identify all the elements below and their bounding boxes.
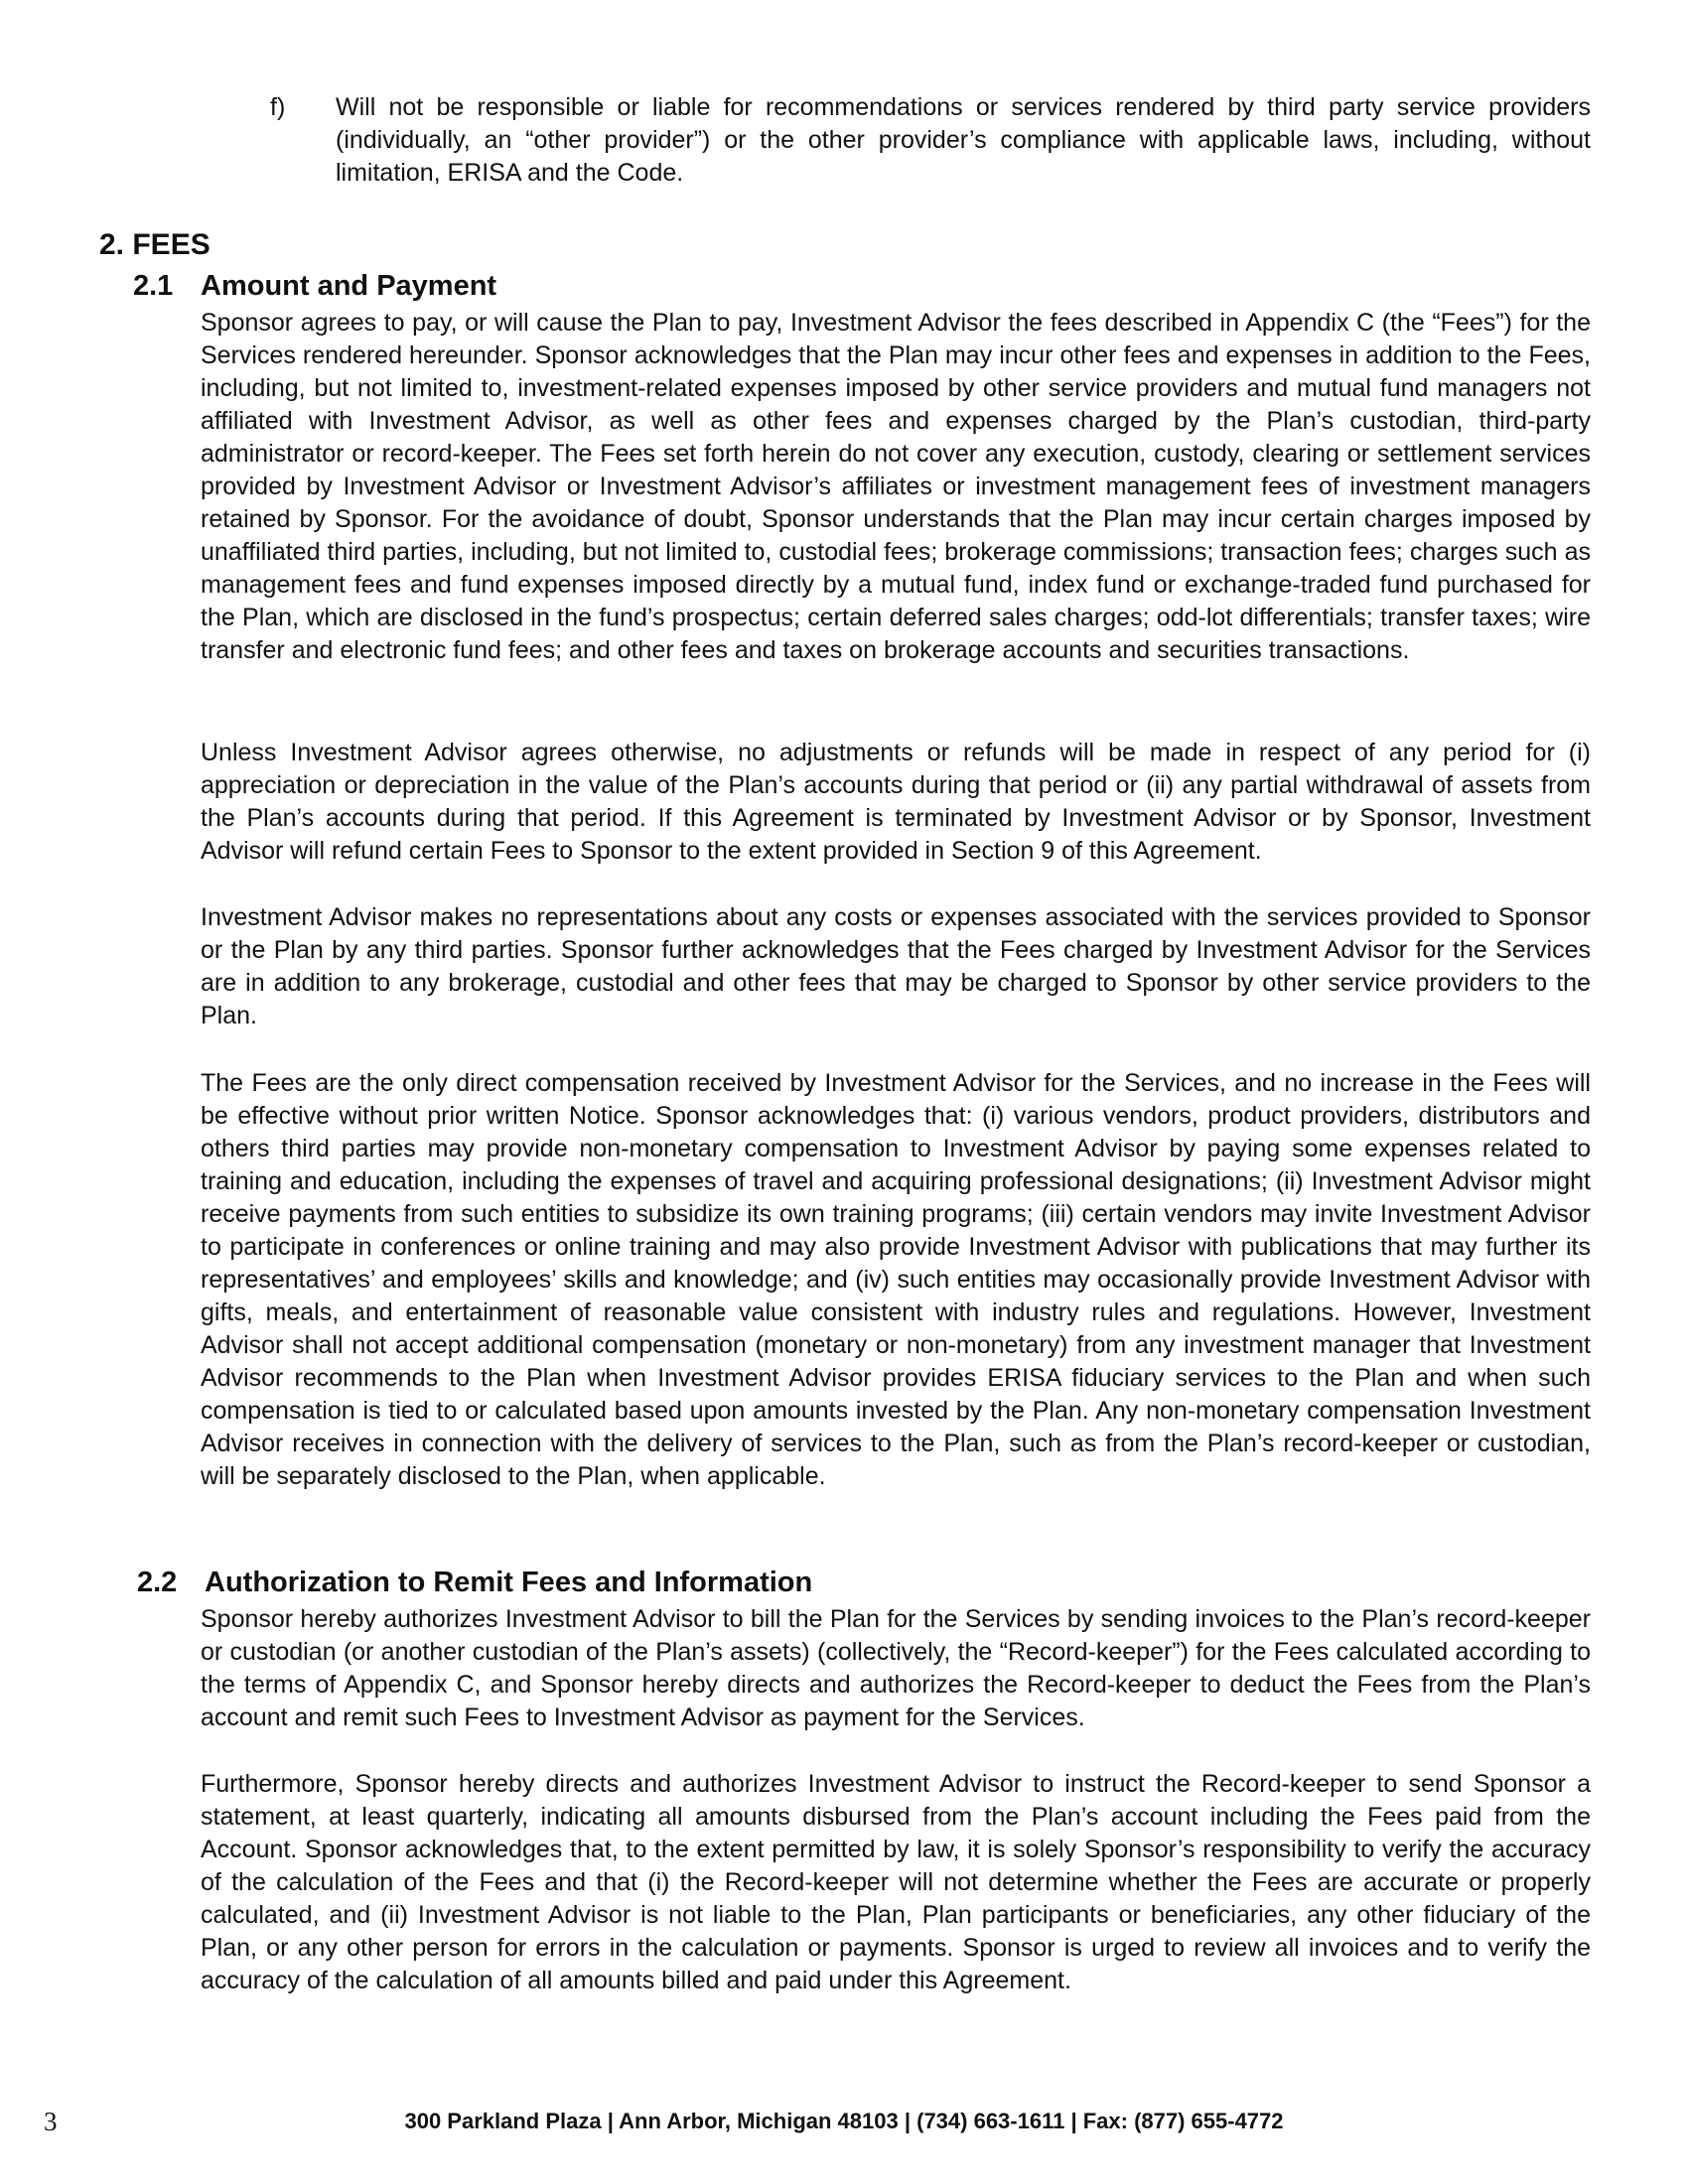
list-item-text: Will not be responsible or liable for recommendations or services rendered by third party service providers (individually, an “other provider”) or the other provider’s compliance with applicable laws, including, without limitation, ERISA and the Code. bbox=[336, 93, 1591, 187]
subsection-title: Amount and Payment bbox=[201, 270, 497, 302]
subsection-heading-2-2 bbox=[137, 1565, 812, 1600]
section-heading-fees: 2. FEES bbox=[99, 228, 211, 261]
paragraph: Investment Advisor makes no representations about any costs or expenses associated with the services provided to Sponsor or the Plan by any third parties. Sponsor further acknowledges that the Fees charged by Investment Advisor for the Services are in addition to any brokerage, custodial and other fees that may be charged to Sponsor by other service providers to the Plan. bbox=[201, 903, 1591, 1029]
list-marker: f) bbox=[270, 93, 286, 121]
paragraph: Sponsor hereby authorizes Investment Advisor to bill the Plan for the Services by sending invoices to the Plan’s record-keeper or custodian (or another custodian of the Plan’s assets) (collectively, the “Record-keeper”) for the Fees calculated according to the terms of Appendix C, and Sponsor hereby directs and authorizes the Record-keeper to deduct the Fees from the Plan’s account and remit such Fees to Investment Advisor as payment for the Services. bbox=[201, 1605, 1591, 1731]
subsection-heading-2-1 bbox=[133, 268, 496, 304]
paragraph: Sponsor agrees to pay, or will cause the Plan to pay, Investment Advisor the fees described in Appendix C (the “Fees”) for the Services rendered hereunder. Sponsor acknowledges that the Plan may incur other fees and expenses in addition to the Fees, including, but not limited to, investment-related expenses imposed by other service providers and mutual fund managers not affiliated with Investment Advisor, as well as other fees and expenses charged by the Plan’s custodian, third-party administrator or record-keeper. The Fees set forth herein do not cover any execution, custody, clearing or settlement services provided by Investment Advisor or Investment Advisor’s affiliates or investment management fees of investment managers retained by Sponsor. For the avoidance of doubt, Sponsor understands that the Plan may incur certain charges imposed by unaffiliated third parties, including, but not limited to, custodial fees; brokerage commissions; transaction fees; charges such as management fees and fund expenses imposed directly by a mutual fund, index fund or exchange-traded fund purchased for the Plan, which are disclosed in the fund’s prospectus; certain deferred sales charges; odd-lot differentials; transfer taxes; wire transfer and electronic fund fees; and other fees and taxes on brokerage accounts and securities transactions. bbox=[201, 309, 1591, 664]
paragraph: Furthermore, Sponsor hereby directs and authorizes Investment Advisor to instruct the Record-keeper to send Sponsor a statement, at least quarterly, indicating all amounts disbursed from the Plan’s account including the Fees paid from the Account. Sponsor acknowledges that, to the extent permitted by law, it is solely Sponsor’s responsibility to verify the accuracy of the calculation of the Fees and that (i) the Record-keeper will not determine whether the Fees are accurate or properly calculated, and (ii) Investment Advisor is not liable to the Plan, Plan participants or beneficiaries, any other fiduciary of the Plan, or any other person for errors in the calculation or payments. Sponsor is urged to review all invoices and to verify the accuracy of the calculation of all amounts billed and paid under this Agreement. bbox=[201, 1770, 1591, 1994]
subsection-number: 2.1 bbox=[133, 270, 174, 302]
subsection-title: Authorization to Remit Fees and Information bbox=[205, 1567, 813, 1598]
paragraph: The Fees are the only direct compensation received by Investment Advisor for the Services, and no increase in the Fees will be effective without prior written Notice. Sponsor acknowledges that: (i) various vendors, product providers, distributors and others third parties may provide non-monetary compensation to Investment Advisor by paying some expenses related to training and education, including the expenses of travel and acquiring professional designations; (ii) Investment Advisor might receive payments from such entities to subsidize its own training programs; (iii) certain vendors may invite Investment Advisor to participate in conferences or online training and may also provide Investment Advisor with publications that may further its representatives’ and employees’ skills and knowledge; and (iv) such entities may occasionally provide Investment Advisor with gifts, meals, and entertainment of reasonable value consistent with industry rules and regulations. However, Investment Advisor shall not accept additional compensation (monetary or non-monetary) from any investment manager that Investment Advisor recommends to the Plan when Investment Advisor provides ERISA fiduciary services to the Plan and when such compensation is tied to or calculated based upon amounts invested by the Plan. Any non-monetary compensation Investment Advisor receives in connection with the delivery of services to the Plan, such as from the Plan’s record-keeper or custodian, will be separately disclosed to the Plan, when applicable. bbox=[201, 1069, 1591, 1490]
footer-address: 300 Parkland Plaza | Ann Arbor, Michigan 48103 | (734) 663-1611 | Fax: (877) 655-4772 bbox=[404, 2109, 1284, 2133]
subsection-number: 2.2 bbox=[137, 1567, 178, 1598]
page-number: 3 bbox=[44, 2107, 58, 2136]
paragraph: Unless Investment Advisor agrees otherwise, no adjustments or refunds will be made in respect of any period for (i) appreciation or depreciation in the value of the Plan’s accounts during that period or (ii) any partial withdrawal of assets from the Plan’s accounts during that period. If this Agreement is terminated by Investment Advisor or by Sponsor, Investment Advisor will refund certain Fees to Sponsor to the extent provided in Section 9 of this Agreement. bbox=[201, 739, 1591, 865]
list-item-f bbox=[270, 91, 1591, 190]
